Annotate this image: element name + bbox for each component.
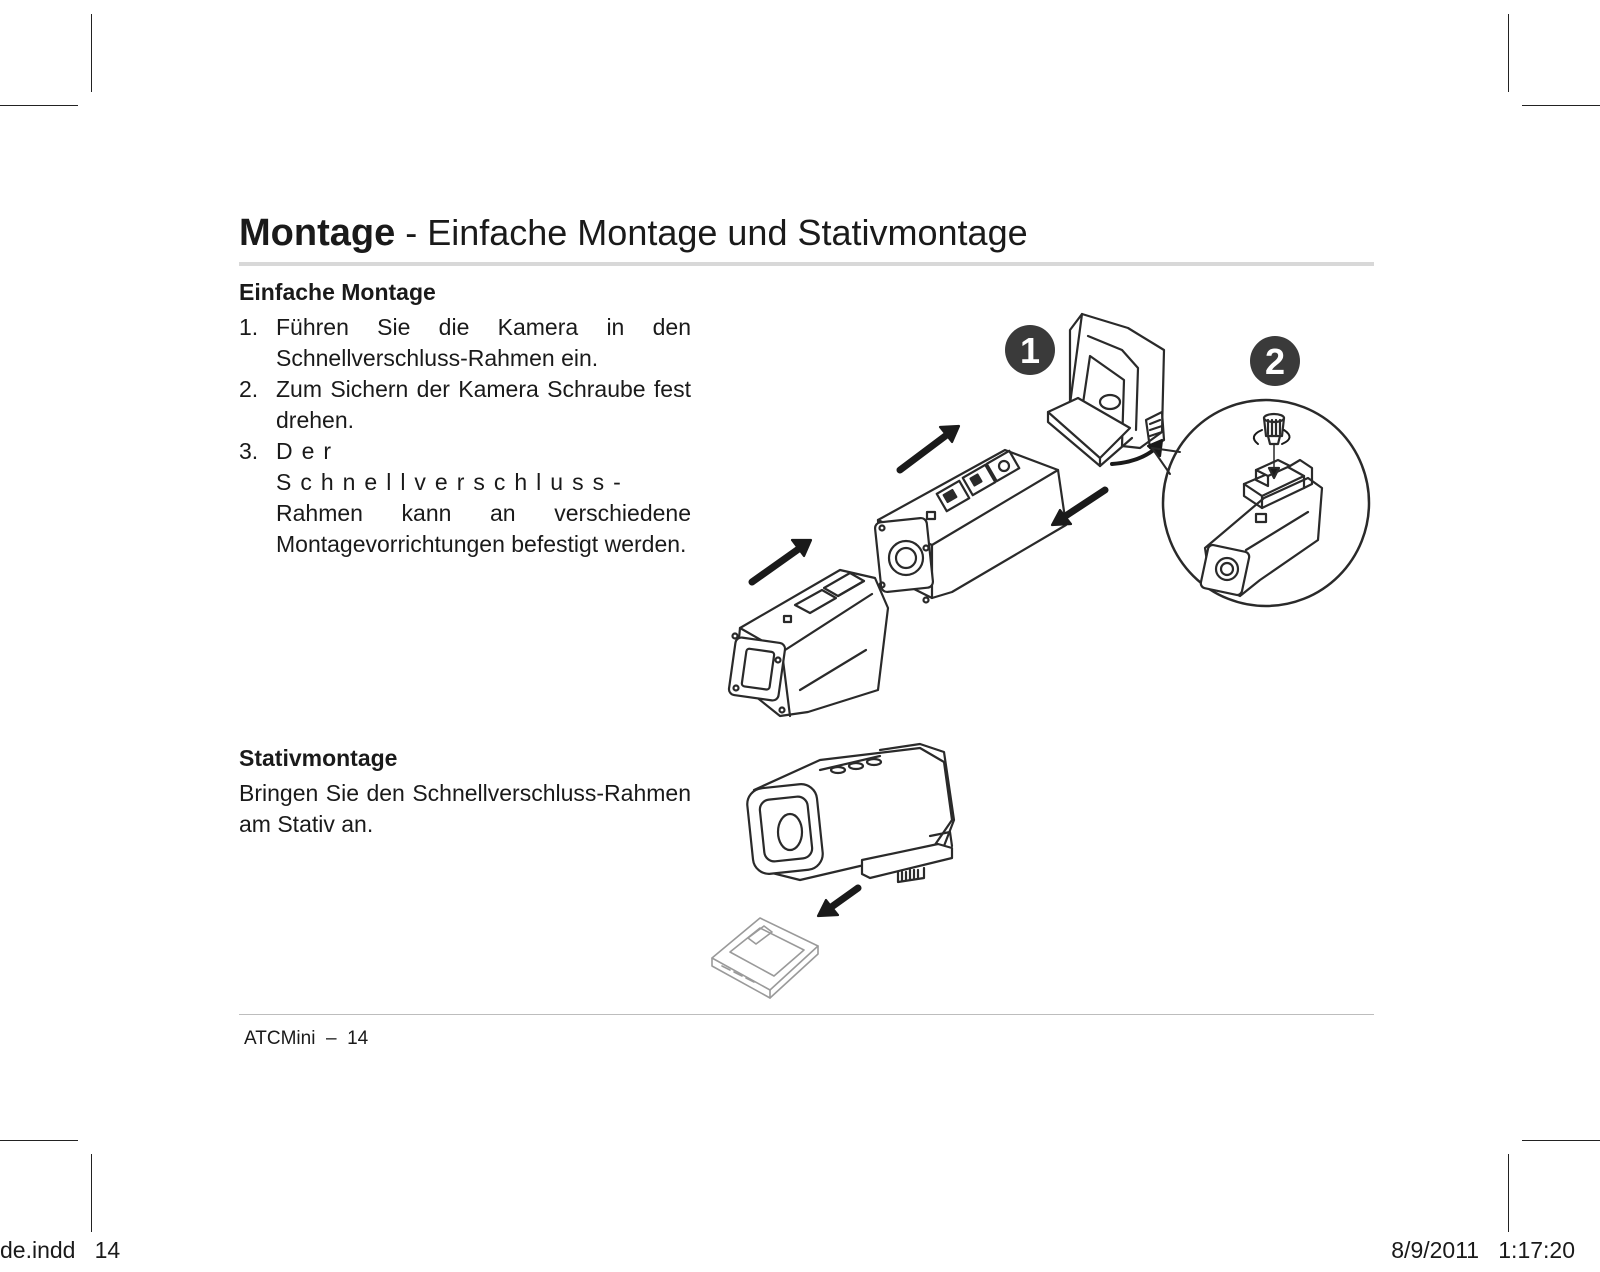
step-text: Führen Sie die Kamera in den Schnellverschluss-Rahmen ein. — [276, 314, 691, 371]
camera-body-drawing — [874, 450, 1066, 603]
step-number: 2. — [239, 376, 259, 402]
tripod-adapter-drawing — [712, 918, 818, 998]
step-text: Zum Sichern der Kamera Schraube fest drehen. — [276, 376, 691, 433]
step-number: 1. — [239, 314, 259, 340]
page-title-bold: Montage — [239, 212, 396, 254]
camera-housing-drawing — [728, 570, 888, 716]
detail-camera-drawing — [1200, 460, 1322, 596]
tripod-mount-heading: Stativmontage — [239, 745, 398, 771]
print-slug-file: de.indd 14 — [0, 1237, 121, 1263]
tripod-camera-drawing — [746, 744, 954, 882]
footer-rule — [239, 1014, 1374, 1015]
footer-page-label: ATCMini – 14 — [244, 1028, 369, 1049]
step-badge-2 — [1250, 336, 1300, 386]
print-slug-date: 8/9/2011 1:17:20 — [1391, 1237, 1575, 1263]
page-title-rest: - Einfache Montage und Stativmontage — [395, 212, 1028, 253]
step-text-spaced: Der Schnellverschluss- — [276, 438, 630, 495]
tripod-mount-text: Bringen Sie den Schnellverschluss-Rahmen am Stativ an. — [239, 780, 691, 837]
svg-text:1: 1 — [1019, 330, 1041, 371]
simple-mount-heading: Einfache Montage — [239, 279, 436, 305]
svg-text:2: 2 — [1264, 341, 1286, 382]
step-badge-1 — [1005, 325, 1055, 375]
quick-release-frame-drawing — [1048, 314, 1164, 466]
step-text: Rahmen kann an verschiedene Montagevorrichtungen befestigt werden. — [276, 500, 691, 557]
step-number: 3. — [239, 438, 259, 464]
